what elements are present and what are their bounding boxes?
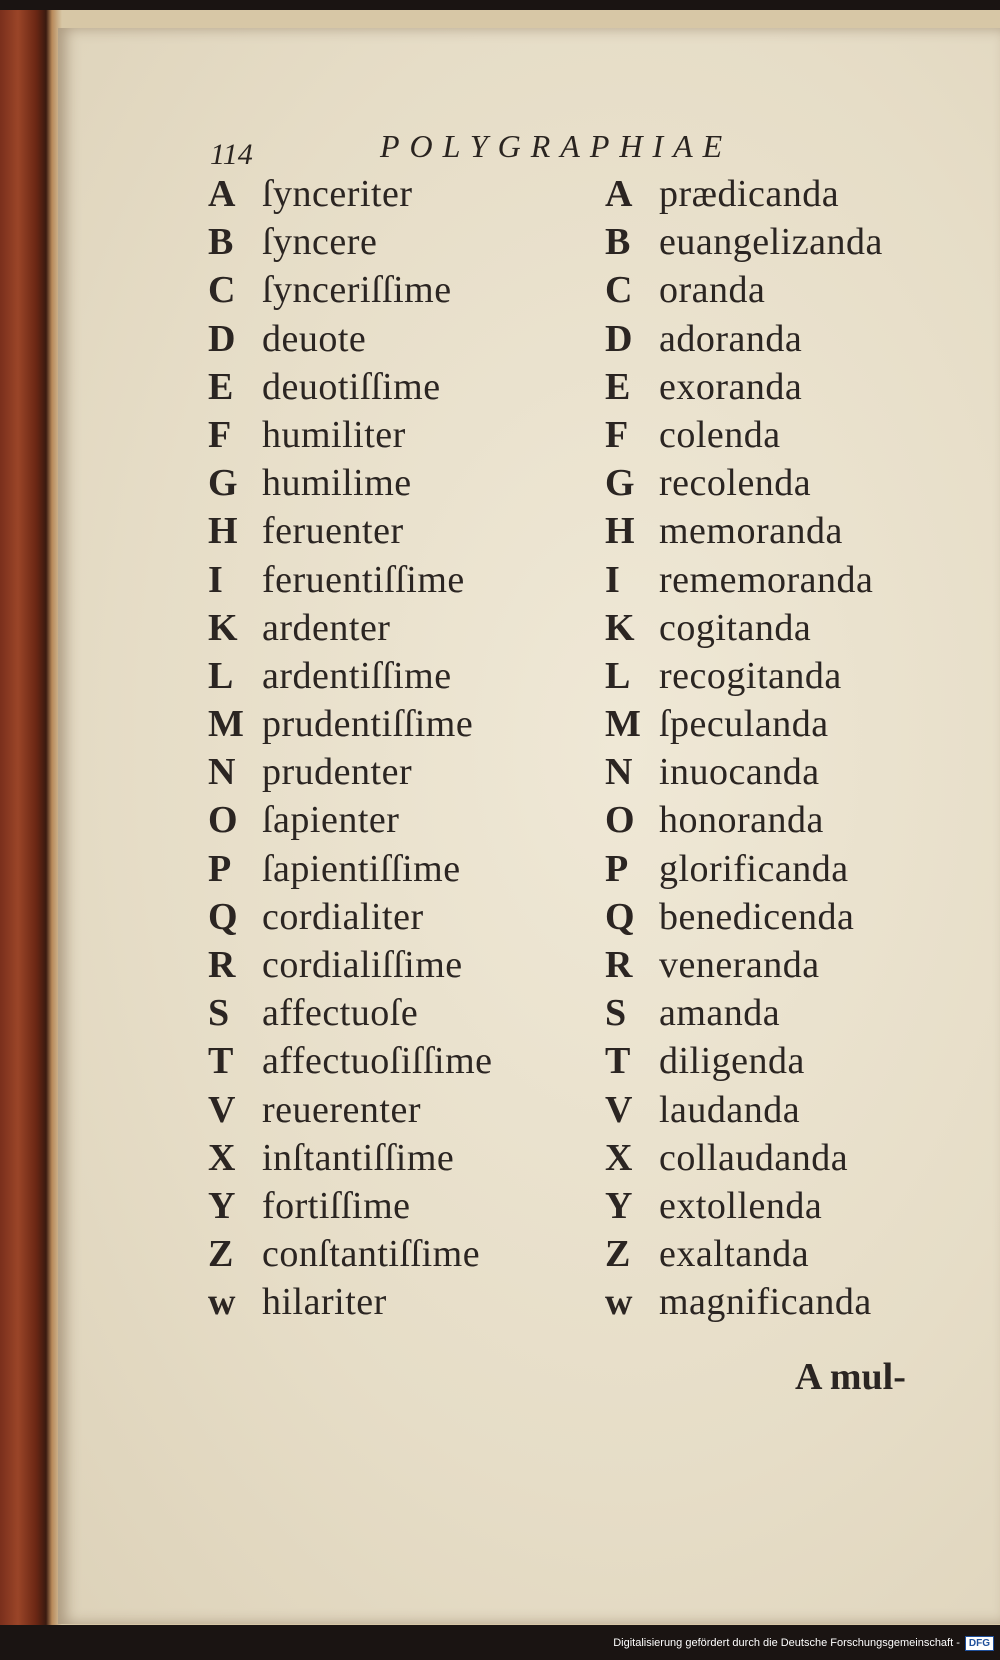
right-column-entry-word: prædicanda bbox=[659, 173, 840, 215]
right-column-entry-word: honoranda bbox=[659, 799, 824, 842]
right-column-entry bbox=[605, 365, 945, 413]
right-column-entry-word: amanda bbox=[659, 992, 781, 1035]
right-column-entry-letter: S bbox=[605, 992, 627, 1035]
right-column-entry-letter: E bbox=[605, 365, 631, 408]
right-column-entry-letter: A bbox=[605, 173, 633, 215]
right-column-entry-word: veneranda bbox=[659, 944, 820, 986]
left-column-entry-letter: H bbox=[208, 510, 238, 553]
right-column-entry-letter: Q bbox=[605, 895, 635, 938]
left-column-entry bbox=[208, 750, 568, 798]
left-column-entry-word: deuote bbox=[262, 317, 367, 360]
digitization-footer bbox=[613, 1632, 994, 1654]
left-column-entry-letter: I bbox=[208, 558, 223, 601]
left-column-entry-letter: F bbox=[208, 413, 232, 456]
right-column-entry bbox=[605, 895, 945, 943]
left-column-entry bbox=[208, 847, 568, 895]
right-column-entry bbox=[605, 702, 945, 750]
right-column-entry bbox=[605, 1280, 945, 1328]
left-column-entry bbox=[208, 702, 568, 750]
left-column-entry bbox=[208, 1184, 568, 1232]
left-column-entry bbox=[208, 220, 568, 268]
right-column bbox=[605, 172, 945, 1329]
left-column-entry bbox=[208, 461, 568, 509]
right-column-entry-word: cogitanda bbox=[659, 606, 812, 649]
right-column-entry-word: euangelizanda bbox=[659, 221, 883, 264]
right-column-entry-letter: C bbox=[605, 269, 633, 312]
left-column-entry-letter: Q bbox=[208, 895, 238, 938]
right-column-entry-word: adoranda bbox=[659, 317, 803, 360]
left-column-entry-letter: Y bbox=[208, 1184, 236, 1227]
right-column-entry-letter: N bbox=[605, 751, 633, 794]
left-column-entry-letter: M bbox=[208, 703, 244, 746]
right-column-entry-word: glorificanda bbox=[659, 847, 849, 890]
right-column-entry-letter: D bbox=[605, 317, 633, 360]
right-column-entry bbox=[605, 558, 945, 606]
left-column-entry-word: ſapienter bbox=[262, 799, 400, 842]
left-column-entry-word: deuotiſſime bbox=[262, 365, 441, 408]
left-column-entry bbox=[208, 895, 568, 943]
right-column-entry-word: extollenda bbox=[659, 1184, 823, 1227]
left-column-entry-word: ſynceriter bbox=[262, 173, 413, 215]
right-column-entry bbox=[605, 220, 945, 268]
left-column-entry bbox=[208, 317, 568, 365]
right-column-entry-word: diligenda bbox=[659, 1040, 805, 1083]
right-column-entry-letter: Z bbox=[605, 1233, 631, 1276]
left-column-entry-letter: S bbox=[208, 992, 230, 1035]
left-column-entry-letter: G bbox=[208, 462, 238, 505]
left-column-entry-letter: D bbox=[208, 317, 236, 360]
left-column-entry-word: affectuoſiſſime bbox=[262, 1040, 493, 1083]
left-column-entry bbox=[208, 654, 568, 702]
left-column-entry-word: feruentiſſime bbox=[262, 558, 465, 601]
left-column-entry-word: conſtantiſſime bbox=[262, 1233, 481, 1276]
left-column-entry bbox=[208, 1232, 568, 1280]
right-column-entry bbox=[605, 509, 945, 557]
left-column-entry-letter: K bbox=[208, 606, 238, 649]
right-column-entry-word: ſpeculanda bbox=[659, 703, 829, 746]
page-title: POLYGRAPHIAE bbox=[380, 128, 733, 164]
left-column-entry-word: feruenter bbox=[262, 510, 404, 553]
right-column-entry bbox=[605, 1136, 945, 1184]
left-column-entry bbox=[208, 1088, 568, 1136]
right-column-entry-letter: G bbox=[605, 462, 635, 505]
left-column-entry-word: humilime bbox=[262, 462, 412, 505]
right-column-entry bbox=[605, 461, 945, 509]
right-column-entry-letter: X bbox=[605, 1136, 633, 1179]
left-column-entry-word: cordialiſſime bbox=[262, 944, 463, 986]
right-column-entry-letter: I bbox=[605, 558, 620, 601]
left-column-entry-word: ardenter bbox=[262, 606, 391, 649]
right-column-entry bbox=[605, 1184, 945, 1232]
left-column-entry-letter: A bbox=[208, 173, 236, 215]
left-column-entry-letter: Z bbox=[208, 1233, 234, 1276]
right-column-entry-word: magnificanda bbox=[659, 1281, 872, 1324]
left-column-entry-letter: T bbox=[208, 1040, 234, 1083]
right-column-entry bbox=[605, 991, 945, 1039]
right-column-entry-letter: V bbox=[605, 1088, 633, 1131]
right-column-entry bbox=[605, 1232, 945, 1280]
right-column-entry bbox=[605, 413, 945, 461]
right-column-entry-word: memoranda bbox=[659, 510, 843, 553]
left-column-entry bbox=[208, 943, 568, 991]
right-column-entry-letter: O bbox=[605, 799, 635, 842]
left-column-entry bbox=[208, 798, 568, 846]
right-column-entry-word: oranda bbox=[659, 269, 766, 312]
left-column-entry-word: inſtantiſſime bbox=[262, 1136, 455, 1179]
left-column-entry-letter: E bbox=[208, 365, 234, 408]
right-column-entry-word: laudanda bbox=[659, 1088, 801, 1131]
left-column-entry-word: ardentiſſime bbox=[262, 654, 452, 697]
funding-credit: Digitalisierung gefördert durch die Deutsche Forschungsgemeinschaft - bbox=[613, 1637, 960, 1649]
left-column-entry bbox=[208, 413, 568, 461]
right-column-entry-word: rememoranda bbox=[659, 558, 874, 601]
left-column-entry bbox=[208, 365, 568, 413]
right-column-entry bbox=[605, 1088, 945, 1136]
left-column-entry-letter: B bbox=[208, 221, 234, 264]
left-column-entry-word: hilariter bbox=[262, 1281, 387, 1324]
left-column-entry bbox=[208, 1280, 568, 1328]
right-column-entry-letter: Y bbox=[605, 1184, 633, 1227]
right-column-entry-word: inuocanda bbox=[659, 751, 820, 794]
left-column-entry-word: humiliter bbox=[262, 413, 406, 456]
right-column-entry-word: recogitanda bbox=[659, 654, 842, 697]
right-column-entry bbox=[605, 798, 945, 846]
left-column-entry bbox=[208, 509, 568, 557]
left-column-entry-word: cordialiter bbox=[262, 895, 424, 938]
left-column-entry-letter: w bbox=[208, 1281, 236, 1324]
left-column-entry bbox=[208, 558, 568, 606]
left-column-entry bbox=[208, 606, 568, 654]
left-column-entry-letter: L bbox=[208, 654, 234, 697]
right-column-entry-letter: P bbox=[605, 847, 629, 890]
left-column-entry-word: ſyncere bbox=[262, 221, 378, 264]
right-column-entry bbox=[605, 847, 945, 895]
right-column-entry bbox=[605, 750, 945, 798]
left-column-entry-letter: C bbox=[208, 269, 236, 312]
left-column-entry bbox=[208, 1136, 568, 1184]
right-column-entry-word: recolenda bbox=[659, 462, 812, 505]
left-column-entry-word: reuerenter bbox=[262, 1088, 421, 1131]
right-column-entry-letter: R bbox=[605, 944, 633, 986]
right-column-entry-letter: T bbox=[605, 1040, 631, 1083]
right-column-entry-word: exaltanda bbox=[659, 1233, 810, 1276]
left-column-entry bbox=[208, 991, 568, 1039]
left-column-entry-letter: R bbox=[208, 944, 236, 986]
right-column-entry bbox=[605, 1039, 945, 1087]
dfg-logo: DFG bbox=[965, 1636, 994, 1651]
left-column-entry-word: ſapientiſſime bbox=[262, 847, 461, 890]
right-column-entry-letter: B bbox=[605, 221, 631, 264]
left-column-entry-word: prudentiſſime bbox=[262, 703, 474, 746]
right-column-entry-letter: H bbox=[605, 510, 635, 553]
right-column-entry bbox=[605, 268, 945, 316]
right-column-entry bbox=[605, 654, 945, 702]
right-column-entry-word: collaudanda bbox=[659, 1136, 849, 1179]
left-column-entry-word: prudenter bbox=[262, 751, 413, 794]
right-column-entry-letter: K bbox=[605, 606, 635, 649]
left-column-entry-letter: V bbox=[208, 1088, 236, 1131]
page-number: 114 bbox=[210, 138, 253, 171]
left-column-entry bbox=[208, 1039, 568, 1087]
left-column-entry-letter: P bbox=[208, 847, 232, 890]
left-column-entry-letter: N bbox=[208, 751, 236, 794]
left-column-entry-word: fortiſſime bbox=[262, 1184, 411, 1227]
bleed-through-shadow bbox=[988, 198, 1000, 1348]
right-column-entry-word: colenda bbox=[659, 413, 781, 456]
left-column-entry bbox=[208, 172, 568, 220]
right-column-entry-letter: w bbox=[605, 1281, 633, 1324]
running-head bbox=[210, 128, 810, 171]
right-column-entry-word: exoranda bbox=[659, 365, 803, 408]
right-column-entry-letter: F bbox=[605, 413, 629, 456]
left-column-entry-word: ſynceriſſime bbox=[262, 269, 452, 312]
right-column-entry-word: benedicenda bbox=[659, 895, 855, 938]
left-column-entry-letter: X bbox=[208, 1136, 236, 1179]
right-column-entry-letter: L bbox=[605, 654, 631, 697]
left-column-entry-word: affectuoſe bbox=[262, 992, 419, 1035]
right-column-entry bbox=[605, 172, 945, 220]
right-column-entry bbox=[605, 606, 945, 654]
right-column-entry bbox=[605, 943, 945, 991]
catchword: A mul- bbox=[795, 1356, 906, 1398]
left-column-entry-letter: O bbox=[208, 799, 238, 842]
right-column-entry-letter: M bbox=[605, 703, 641, 746]
left-column-entry bbox=[208, 268, 568, 316]
right-column-entry bbox=[605, 317, 945, 365]
left-column bbox=[208, 172, 568, 1329]
